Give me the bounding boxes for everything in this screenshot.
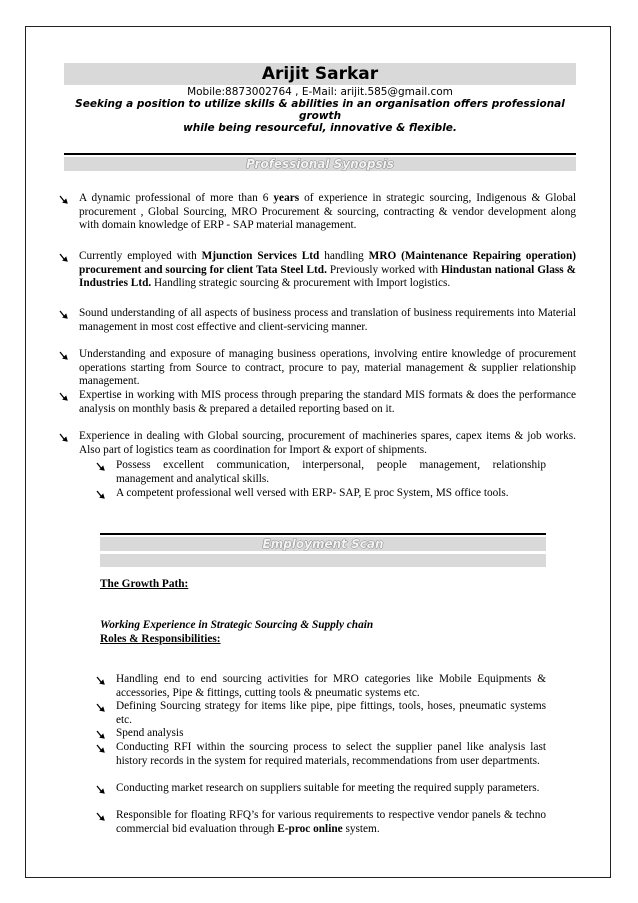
arrow-bullet-icon xyxy=(59,351,69,361)
bullet-bold-text: Hindustan national Glass & Industries Ltd. xyxy=(79,263,576,289)
arrow-bullet-icon xyxy=(59,310,69,320)
objective-line-1: Seeking a position to utilize skills & abilities in an organisation offers professional growth xyxy=(75,98,565,122)
growth-path-heading: The Growth Path: xyxy=(100,578,189,590)
role-bullet xyxy=(116,809,546,836)
arrow-bullet-icon xyxy=(59,392,69,402)
bullet-bold-text: E-proc online xyxy=(277,822,343,835)
candidate-name: Arijit Sarkar xyxy=(261,64,379,84)
arrow-bullet-icon xyxy=(96,703,106,713)
arrow-bullet-icon xyxy=(96,812,106,822)
bullet-text: Understanding and exposure of managing business operations, involving entire knowledge of procurement operations starting from Source to contract, procure to pay, material management & supplier relationship management. xyxy=(79,348,576,387)
role-bullet xyxy=(116,741,546,768)
bullet-bold-text: MRO (Maintenance Repairing operation) procurement and sourcing for client Tata Steel Ltd. xyxy=(79,250,576,276)
bullet-text: Currently employed with xyxy=(79,250,202,262)
section-title-employment-scan: Employment Scan xyxy=(262,537,384,551)
role-bullet xyxy=(116,782,546,796)
section-title-professional-synopsis: Professional Synopsis xyxy=(246,157,394,171)
role-bullet xyxy=(116,673,546,700)
bullet-text: Sound understanding of all aspects of business process and translation of business requirements into Material management in most cost effective and client-servicing manner. xyxy=(79,307,576,333)
bullet-text: Responsible for floating RFQ’s for various requirements to respective vendor panels & techno commercial bid evaluation through xyxy=(116,809,546,835)
bullet-text: Possess excellent communication, interpersonal, people management, relationship management and analytical skills. xyxy=(116,459,546,485)
career-objective xyxy=(64,98,576,134)
bullet-text: Previously worked with xyxy=(326,263,441,276)
synopsis-bullet xyxy=(79,192,576,233)
synopsis-bullet xyxy=(79,307,576,334)
section-band-lower xyxy=(100,554,546,567)
bullet-bold-text: years xyxy=(273,192,300,204)
arrow-bullet-icon xyxy=(96,744,106,754)
bullet-text: Experience in dealing with Global sourcing, procurement of machineries spares, capex items & job works. Also part of logistics team as coordination for Import & export of shipments. xyxy=(79,430,576,456)
contact-info: Mobile:8873002764 , E-Mail: arijit.585@gmail.com xyxy=(187,86,453,98)
synopsis-bullet xyxy=(79,250,576,291)
bullet-text: Conducting RFI within the sourcing process to select the supplier panel like analysis last history records in the system for required materials, recommendations from user departments. xyxy=(116,741,546,767)
synopsis-sub-bullet xyxy=(116,487,546,501)
synopsis-bullet xyxy=(79,430,576,457)
bullet-bold-text: Mjunction Services Ltd xyxy=(201,250,320,262)
bullet-text: of experience in strategic sourcing, Indigenous & Global procurement , Global Sourcing, MRO Procurement & sourcing, contracting & vendor development along with domain knowledge of ERP - SAP material management. xyxy=(79,192,577,231)
role-bullet xyxy=(116,700,546,727)
bullet-text: Expertise in working with MIS process through preparing the standard MIS formats & does the performance analysis on monthly basis & prepared a detailed reporting based on it. xyxy=(79,389,576,415)
section-rule xyxy=(100,533,546,535)
arrow-bullet-icon xyxy=(96,462,106,472)
bullet-text: handling xyxy=(319,250,369,262)
arrow-bullet-icon xyxy=(59,195,69,205)
bullet-text: Defining Sourcing strategy for items like pipe, pipe fittings, tools, hoses, pneumatic systems etc. xyxy=(116,700,546,726)
arrow-bullet-icon xyxy=(96,676,106,686)
arrow-bullet-icon xyxy=(96,785,106,795)
synopsis-sub-bullet xyxy=(116,459,546,486)
bullet-text: Handling end to end sourcing activities for MRO categories like Mobile Equipments & accessories, Pipe & fittings, cutting tools & pneumatic systems etc. xyxy=(116,673,546,699)
objective-line-2: while being resourceful, innovative & flexible. xyxy=(183,122,457,134)
bullet-text: Spend analysis xyxy=(116,727,184,739)
bullet-text: Conducting market research on suppliers suitable for meeting the required supply parameters. xyxy=(116,782,540,794)
bullet-text: system. xyxy=(342,822,380,835)
synopsis-bullet xyxy=(79,348,576,389)
synopsis-bullet xyxy=(79,389,576,416)
role-bullet xyxy=(116,727,546,741)
section-rule xyxy=(64,153,576,155)
bullet-text: Handling strategic sourcing & procurement with Import logistics. xyxy=(151,277,451,289)
arrow-bullet-icon xyxy=(96,730,106,740)
arrow-bullet-icon xyxy=(59,433,69,443)
roles-heading: Roles & Responsibilities: xyxy=(100,633,221,645)
arrow-bullet-icon xyxy=(96,490,106,500)
bullet-text: A competent professional well versed with ERP- SAP, E proc System, MS office tools. xyxy=(116,487,509,499)
bullet-text: A dynamic professional of more than 6 xyxy=(79,192,274,204)
job-role-title: Working Experience in Strategic Sourcing & Supply chain xyxy=(100,619,374,631)
arrow-bullet-icon xyxy=(59,253,69,263)
